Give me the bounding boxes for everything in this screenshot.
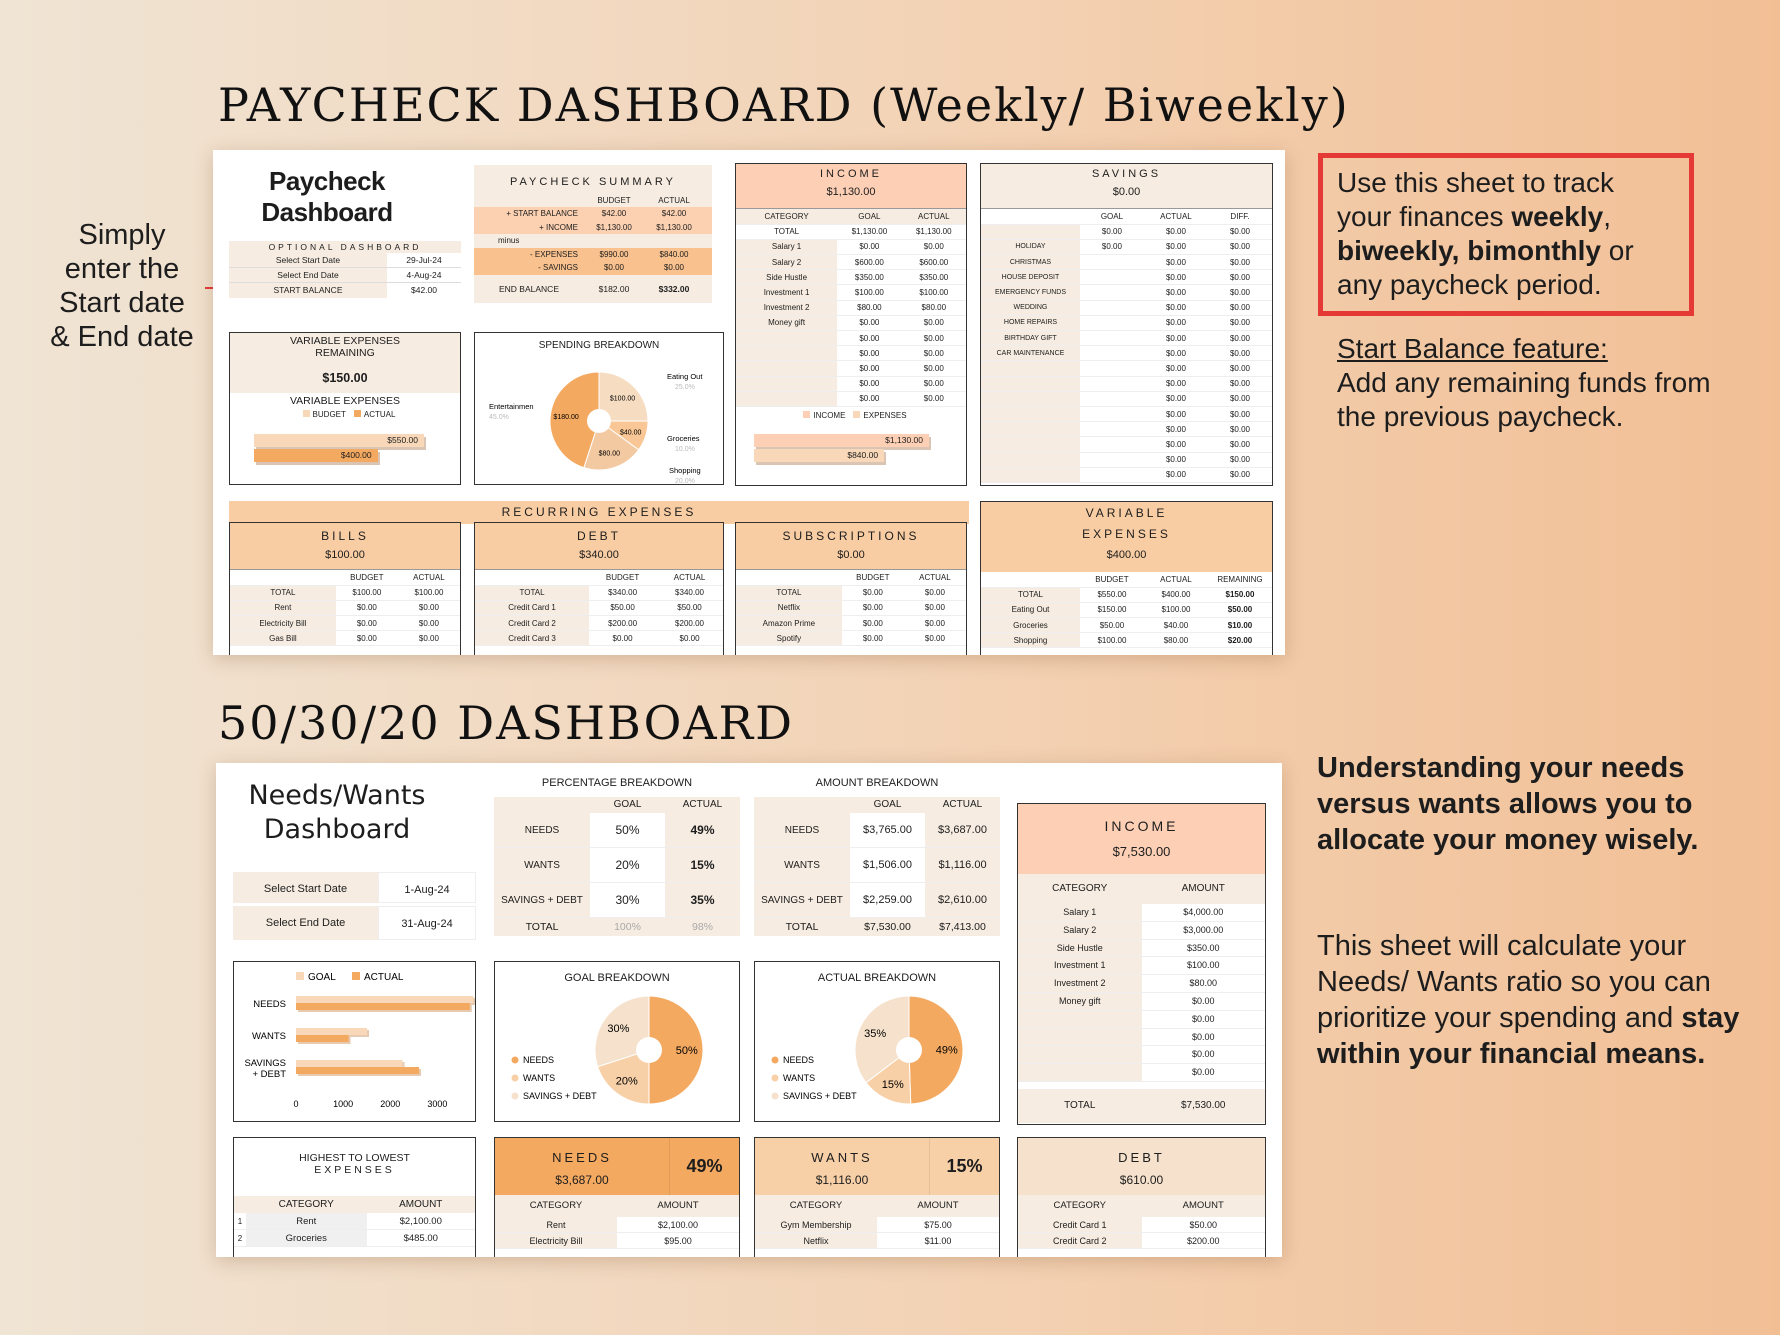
- legend-label: NEEDS: [783, 1055, 815, 1065]
- income-row: Salary 1 $4,000.00: [1018, 904, 1265, 922]
- total-cell: TOTAL: [736, 224, 837, 239]
- calc-note: This sheet will calculate your Needs/ Wants ratio so you can prioritize your spending and stay within your financial means.: [1317, 930, 1740, 1070]
- nw-income-card: INCOME $7,530.00 CATEGORY AMOUNT Salary 1 $4,000.00 Salary 2 $3,000.00 Side Hustle $350.00 Investment 1 $100.00 Investment 2 $80.00 Money gift $0.00 $0.00 $0.00 $0.00 $0.00 TOTAL $7,530.00: [1017, 803, 1266, 1125]
- total-cell: $1,130.00: [837, 224, 901, 239]
- slice-label: Shopping: [669, 466, 701, 475]
- income-row: Investment 2 $80.00 $80.00: [736, 300, 966, 315]
- variable-row: Groceries $50.00 $40.00 $10.00: [981, 618, 1272, 633]
- savings-row: HOUSE DEPOSIT $0.00 $0.00: [981, 270, 1272, 285]
- slice-pct: 10.0%: [675, 446, 695, 453]
- income-row: $0.00 $0.00: [736, 346, 966, 361]
- slice-pct: 25.0%: [675, 384, 695, 391]
- col-header: ACTUAL: [656, 570, 723, 585]
- cat-label: SAVINGS: [244, 1058, 286, 1069]
- highest-row: 2 Groceries $485.00: [234, 1230, 475, 1247]
- expense-row: Gas Bill $0.00 $0.00: [230, 631, 460, 646]
- legend-label: NEEDS: [523, 1055, 555, 1065]
- subscriptions-card: [735, 522, 967, 655]
- breakdown-row: SAVINGS + DEBT $2,259.00 $2,610.00: [754, 883, 1000, 918]
- col-header: ACTUAL: [1144, 209, 1208, 224]
- col-header: CATEGORY: [1053, 1200, 1106, 1211]
- breakdown-total: TOTAL $7,530.00 $7,413.00: [754, 918, 1000, 936]
- income-row: Investment 1 $100.00: [1018, 957, 1265, 975]
- variable-row: Shopping $100.00 $80.00 $20.00: [981, 633, 1272, 648]
- actual-bar: [296, 1035, 349, 1042]
- expense-row: Spotify $0.00 $0.00: [736, 631, 966, 646]
- goal-actual-bar-chart: [233, 961, 476, 1122]
- spending-breakdown: SPENDING BREAKDOWN $100.00 Eating Out 25.0% $40.00 Groceries 10.0% $80.00 Shopping 20.0% $180.00 Entertainmen 45.0%: [474, 332, 724, 485]
- savings-row: HOLIDAY $0.00 $0.00 $0.00: [981, 239, 1272, 254]
- var-remaining-card: VARIABLE EXPENSES REMAINING $150.00 VARIABLE EXPENSES BUDGET ACTUAL $550.00 $400.00: [229, 332, 461, 485]
- goal-breakdown: GOAL BREAKDOWN 50% 20% 30% NEEDS WANTS SAVINGS + DEBT: [494, 961, 740, 1122]
- highest-row: 1 Rent $2,100.00: [234, 1213, 475, 1230]
- legend-swatch: [772, 1093, 779, 1100]
- pie-hole: [587, 409, 611, 433]
- col-header: AMOUNT: [657, 1200, 699, 1211]
- variable-row: Eating Out $150.00 $100.00 $50.00: [981, 602, 1272, 617]
- spending-pie: [475, 333, 724, 485]
- feature-callout: Use this sheet to track your finances weekly, biweekly, bimonthly or any paycheck period.: [1318, 153, 1694, 316]
- col-header: CATEGORY: [736, 209, 837, 224]
- highest-expenses: HIGHEST TO LOWEST EXPENSES CATEGORY AMOUNT 1 Rent $2,100.00 2 Groceries $485.00: [233, 1137, 476, 1257]
- summary-row: + INCOME $1,130.00 $1,130.00: [474, 221, 712, 235]
- slice-value: $100.00: [609, 395, 636, 403]
- expense-row: Credit Card 1 $50.00 $50.00: [475, 600, 723, 615]
- expense-row: Rent $0.00 $0.00: [230, 600, 460, 615]
- savings-row: CAR MAINTENANCE $0.00 $0.00: [981, 346, 1272, 361]
- savings-row: $0.00 $0.00: [981, 406, 1272, 421]
- tick-label: 3000: [427, 1099, 448, 1109]
- card-percent: 49%: [669, 1138, 739, 1195]
- heading-503020: 50/30/20 DASHBOARD: [218, 696, 795, 750]
- cat-label: + DEBT: [252, 1069, 286, 1080]
- savings-card: SAVINGS $0.00 GOAL ACTUAL DIFF. $0.00 $0.00 $0.00 HOLIDAY $0.00 $0.00 $0.00 CHRISTMAS $0.00 $0.00 HOUSE DEPOSIT $0.00 $0.00 EMERGENCY FUNDS $0.00 $0.00 WEDDING $0.00 $0.00 HOME REPAIRS $0.00 $0.00 BIRTHDAY GIFT $0.00 $0.00 CAR MAINTENANCE $0.00 $0.00 $0.00 $0.00 $0.00 $0.00 $0.00 $0.00 $0.00 $0.00 $0.00 $0.00 $0.00 $0.00 $0.00 $0.00 $0.00 $0.00: [980, 163, 1273, 486]
- cat-label: WANTS: [252, 1031, 286, 1042]
- bills-card: [229, 522, 461, 655]
- paycheck-sheet: [213, 150, 1285, 655]
- card-title: SUBSCRIPTIONS: [782, 529, 920, 543]
- goal-actual-bars: [234, 962, 476, 1122]
- income-row: $0.00: [1018, 1046, 1265, 1064]
- pie-hole: [636, 1037, 662, 1063]
- card-amount: $0.00: [837, 549, 865, 561]
- col-header: [981, 209, 1080, 224]
- savings-row: CHRISTMAS $0.00 $0.00: [981, 255, 1272, 270]
- category-row: Credit Card 2 $200.00: [1018, 1233, 1265, 1249]
- cat-label: NEEDS: [253, 999, 286, 1010]
- slice-value: $180.00: [553, 413, 579, 421]
- nw-end-date-input[interactable]: 31-Aug-24: [378, 906, 476, 940]
- needs-wants-title: Needs/Wants Dashboard: [248, 780, 426, 845]
- amount-breakdown: AMOUNT BREAKDOWN GOAL ACTUAL NEEDS $3,765.00 $3,687.00 WANTS $1,506.00 $1,116.00 SAVINGS + DEBT $2,259.00 $2,610.00 TOTAL $7,530.00 $7,413.00: [754, 777, 1000, 927]
- actual-pie: [755, 962, 1000, 1122]
- income-row: $0.00 $0.00: [736, 391, 966, 406]
- needs-wants-sheet: [216, 763, 1282, 1257]
- slice-label: Entertainmen: [489, 402, 534, 411]
- income-row: Side Hustle $350.00 $350.00: [736, 270, 966, 285]
- income-card: INCOME $1,130.00 CATEGORY GOAL ACTUAL TOTAL $1,130.00 $1,130.00 Salary 1 $0.00 $0.00 Salary 2 $600.00 $600.00 Side Hustle $350.00 $350.00 Investment 1 $100.00 $100.00 Investment 2 $80.00 $80.00 Money gift $0.00 $0.00 $0.00 $0.00 $0.00 $0.00 $0.00 $0.00 $0.00 $0.00 $0.00 $0.00 INCOME EXPENSES $1,130.00 $840.00: [735, 163, 967, 486]
- slice-pct: 20.0%: [675, 478, 695, 485]
- actual-bar: [296, 1067, 419, 1074]
- income-row: Salary 1 $0.00 $0.00: [736, 239, 966, 254]
- savings-row: BIRTHDAY GIFT $0.00 $0.00: [981, 331, 1272, 346]
- legend-swatch: [512, 1075, 519, 1082]
- end-date-input[interactable]: 4-Aug-24: [406, 270, 442, 280]
- col-header: CATEGORY: [529, 1200, 583, 1211]
- income-row: Investment 1 $100.00 $100.00: [736, 285, 966, 300]
- income-row: $0.00 $0.00: [736, 361, 966, 376]
- col-header: AMOUNT: [1182, 1200, 1224, 1211]
- category-row: Rent $2,100.00: [495, 1217, 739, 1233]
- col-header: CATEGORY: [789, 1200, 843, 1211]
- savings-row: $0.00 $0.00: [981, 437, 1272, 452]
- expense-row: TOTAL $340.00 $340.00: [475, 585, 723, 600]
- legend-goal: GOAL: [308, 972, 336, 983]
- goal-bar: [296, 1028, 367, 1035]
- col-header: CATEGORY: [278, 1199, 334, 1210]
- col-header: BUDGET: [336, 570, 398, 585]
- paycheck-title: Paycheck Dashboard: [261, 166, 393, 227]
- savings-row: $0.00 $0.00: [981, 452, 1272, 467]
- start-balance-input[interactable]: $42.00: [411, 285, 437, 295]
- expense-row: Credit Card 3 $0.00 $0.00: [475, 631, 723, 646]
- savings-row: WEDDING $0.00 $0.00: [981, 300, 1272, 315]
- category-row: Credit Card 1 $50.00: [1018, 1217, 1265, 1233]
- legend-label: WANTS: [783, 1073, 816, 1083]
- col-header: BUDGET: [589, 570, 656, 585]
- income-row: Salary 2 $600.00 $600.00: [736, 255, 966, 270]
- col-header: ACTUAL: [1144, 572, 1208, 587]
- col-header: AMOUNT: [1181, 883, 1225, 894]
- expense-row: TOTAL $100.00 $100.00: [230, 585, 460, 600]
- legend-goal-swatch: [296, 972, 304, 980]
- slice-label: 30%: [607, 1022, 630, 1035]
- date-fields: Select Start Date 1-Aug-24 Select End Date 31-Aug-24: [233, 872, 476, 940]
- income-row: $0.00 $0.00: [736, 331, 966, 346]
- summary-row: + START BALANCE $42.00 $42.00: [474, 207, 712, 221]
- start-balance-note: Start Balance feature: Add any remaining funds from the previous paycheck.: [1337, 333, 1711, 432]
- income-row: $0.00: [1018, 1011, 1265, 1029]
- col-header: ACTUAL: [398, 570, 460, 585]
- goal-pie: [495, 962, 740, 1122]
- savings-row: $0.00 $0.00: [981, 422, 1272, 437]
- col-header: CATEGORY: [1052, 883, 1108, 894]
- income-total: TOTAL $7,530.00: [1018, 1089, 1265, 1123]
- breakdown-row: WANTS $1,506.00 $1,116.00: [754, 848, 1000, 883]
- variable-row: TOTAL $550.00 $400.00 $150.00: [981, 587, 1272, 602]
- bar-income: $1,130.00: [754, 434, 929, 447]
- nw-start-date-input[interactable]: 1-Aug-24: [378, 872, 476, 903]
- slice-label: 50%: [675, 1045, 698, 1057]
- col-header: DIFF.: [1208, 209, 1272, 224]
- start-date-input[interactable]: 29-Jul-24: [406, 255, 442, 265]
- income-row: Money gift $0.00 $0.00: [736, 315, 966, 330]
- col-header: GOAL: [613, 799, 642, 810]
- col-header: ACTUAL: [902, 209, 966, 224]
- card-title: NEEDS: [552, 1150, 612, 1165]
- savings-row: $0.00 $0.00: [981, 391, 1272, 406]
- legend-label: WANTS: [523, 1073, 556, 1083]
- summary-row: minus: [498, 236, 520, 245]
- expense-row: Credit Card 2 $200.00 $200.00: [475, 616, 723, 631]
- col-header: GOAL: [837, 209, 901, 224]
- col-header: BUDGET: [842, 570, 904, 585]
- expense-row: Netflix $0.00 $0.00: [736, 600, 966, 615]
- category-row: Electricity Bill $95.00: [495, 1233, 739, 1249]
- goal-bar: [296, 996, 473, 1003]
- recurring-header: RECURRING EXPENSES: [229, 501, 969, 524]
- bar-expenses: $840.00: [754, 449, 884, 462]
- tick-label: 2000: [380, 1099, 401, 1109]
- expense-row: TOTAL $0.00 $0.00: [736, 585, 966, 600]
- heading-paycheck: PAYCHECK DASHBOARD (Weekly/ Biweekly): [218, 78, 1350, 132]
- wants-card: [754, 1137, 1000, 1257]
- slice-pct: 45.0%: [489, 414, 509, 421]
- slice-label: 49%: [935, 1044, 958, 1057]
- card-title: WANTS: [811, 1150, 873, 1165]
- income-row: $0.00: [1018, 1064, 1265, 1082]
- tick-label: 1000: [333, 1099, 354, 1109]
- card-amount: $100.00: [325, 549, 365, 561]
- slice-label: 15%: [881, 1079, 904, 1092]
- actual-breakdown: ACTUAL BREAKDOWN 49% 15% 35% NEEDS WANTS SAVINGS + DEBT: [754, 961, 1000, 1122]
- col-header: ACTUAL: [942, 799, 983, 810]
- col-header: AMOUNT: [917, 1200, 959, 1211]
- card-amount: $610.00: [1119, 1173, 1164, 1187]
- col-header: ACTUAL: [682, 799, 723, 810]
- slice-value: $40.00: [619, 429, 642, 437]
- income-row: Side Hustle $350.00: [1018, 940, 1265, 958]
- legend-swatch: [512, 1057, 519, 1064]
- legend-swatch: [772, 1075, 779, 1082]
- card-amount: $340.00: [579, 549, 619, 561]
- col-header: ACTUAL: [904, 570, 966, 585]
- start-end-note: Simply enter the Start date & End date: [50, 219, 194, 353]
- savings-row: $0.00 $0.00 $0.00: [981, 224, 1272, 239]
- card-title: DEBT: [1118, 1150, 1165, 1165]
- slice-label: Groceries: [667, 434, 700, 443]
- goal-bar: [296, 1060, 402, 1067]
- col-header: BUDGET: [1080, 572, 1144, 587]
- breakdown-row: NEEDS 50% 49%: [494, 813, 740, 848]
- card-title: BILLS: [321, 529, 369, 543]
- slice-label: 20%: [615, 1075, 638, 1088]
- slice-value: $80.00: [598, 450, 621, 458]
- actual-bar: [296, 1003, 470, 1010]
- col-header: REMAINING: [1208, 572, 1272, 587]
- col-header: [230, 570, 336, 585]
- legend-swatch: [772, 1057, 779, 1064]
- col-header: [475, 570, 589, 585]
- card-percent: 15%: [929, 1138, 999, 1195]
- col-header: [736, 570, 842, 585]
- savings-row: EMERGENCY FUNDS $0.00 $0.00: [981, 285, 1272, 300]
- variable-expenses-card: VARIABLE EXPENSES $400.00 BUDGET ACTUAL REMAINING TOTAL $550.00 $400.00 $150.00 Eating Out $150.00 $100.00 $50.00 Groceries $50.00 $40.00 $10.00 Shopping $100.00 $80.00 $20.00: [980, 501, 1273, 655]
- income-row: Investment 2 $80.00: [1018, 975, 1265, 993]
- slice-label: Eating Out: [667, 372, 703, 381]
- savings-row: $0.00 $0.00: [981, 361, 1272, 376]
- percentage-breakdown: PERCENTAGE BREAKDOWN GOAL ACTUAL NEEDS 50% 49% WANTS 20% 15% SAVINGS + DEBT 30% 35% TOTAL 100% 98%: [494, 777, 740, 927]
- pie-hole: [896, 1037, 922, 1063]
- legend-label: SAVINGS + DEBT: [523, 1091, 597, 1101]
- breakdown-total: TOTAL 100% 98%: [494, 918, 740, 936]
- income-row: Salary 2 $3,000.00: [1018, 922, 1265, 940]
- summary-row: - EXPENSES $990.00 $840.00: [474, 248, 712, 262]
- legend-label: SAVINGS + DEBT: [783, 1091, 857, 1101]
- legend-actual-swatch: [352, 972, 360, 980]
- expense-row: Electricity Bill $0.00 $0.00: [230, 616, 460, 631]
- expense-row: Amazon Prime $0.00 $0.00: [736, 616, 966, 631]
- breakdown-row: SAVINGS + DEBT 30% 35%: [494, 883, 740, 918]
- tick-label: 0: [293, 1099, 299, 1109]
- bar-budget: $550.00: [254, 434, 424, 447]
- category-row: Gym Membership $75.00: [755, 1217, 999, 1233]
- understanding-note: Understanding your needs versus wants allows you to allocate your money wisely.: [1317, 752, 1699, 856]
- income-row: $0.00: [1018, 1029, 1265, 1047]
- debt-card: [474, 522, 724, 655]
- nw-debt-card: [1017, 1137, 1266, 1257]
- summary-row: - SAVINGS $0.00 $0.00: [474, 261, 712, 275]
- legend-swatch: [512, 1093, 519, 1100]
- breakdown-row: WANTS 20% 15%: [494, 848, 740, 883]
- needs-card: [494, 1137, 740, 1257]
- bar-actual: $400.00: [254, 449, 378, 462]
- card-title: DEBT: [576, 529, 621, 543]
- income-row: $0.00 $0.00: [736, 376, 966, 391]
- income-row: Money gift $0.00: [1018, 993, 1265, 1011]
- slice-label: 35%: [864, 1028, 887, 1041]
- col-header: [981, 572, 1080, 587]
- breakdown-row: NEEDS $3,765.00 $3,687.00: [754, 813, 1000, 848]
- savings-row: HOME REPAIRS $0.00 $0.00: [981, 315, 1272, 330]
- col-header: AMOUNT: [399, 1199, 443, 1210]
- paycheck-summary: PAYCHECK SUMMARY BUDGET ACTUAL + START BALANCE $42.00 $42.00 + INCOME $1,130.00 $1,130.00 minus - EXPENSES $990.00 $840.00 - SAVINGS $0.00 $0.00 END BALANCE $182.00 $332.00: [474, 165, 712, 303]
- card-amount: $3,687.00: [555, 1173, 609, 1187]
- col-header: GOAL: [1080, 209, 1144, 224]
- savings-row: $0.00 $0.00: [981, 376, 1272, 391]
- category-row: Netflix $11.00: [755, 1233, 999, 1249]
- card-amount: $1,116.00: [815, 1173, 869, 1187]
- optional-dashboard: OPTIONAL DASHBOARD Select Start Date 29-Jul-24 Select End Date 4-Aug-24 START BALANCE $42.00: [229, 241, 461, 301]
- legend-actual: ACTUAL: [364, 972, 404, 983]
- total-cell: $1,130.00: [902, 224, 966, 239]
- col-header: GOAL: [873, 799, 902, 810]
- savings-row: $0.00 $0.00: [981, 467, 1272, 482]
